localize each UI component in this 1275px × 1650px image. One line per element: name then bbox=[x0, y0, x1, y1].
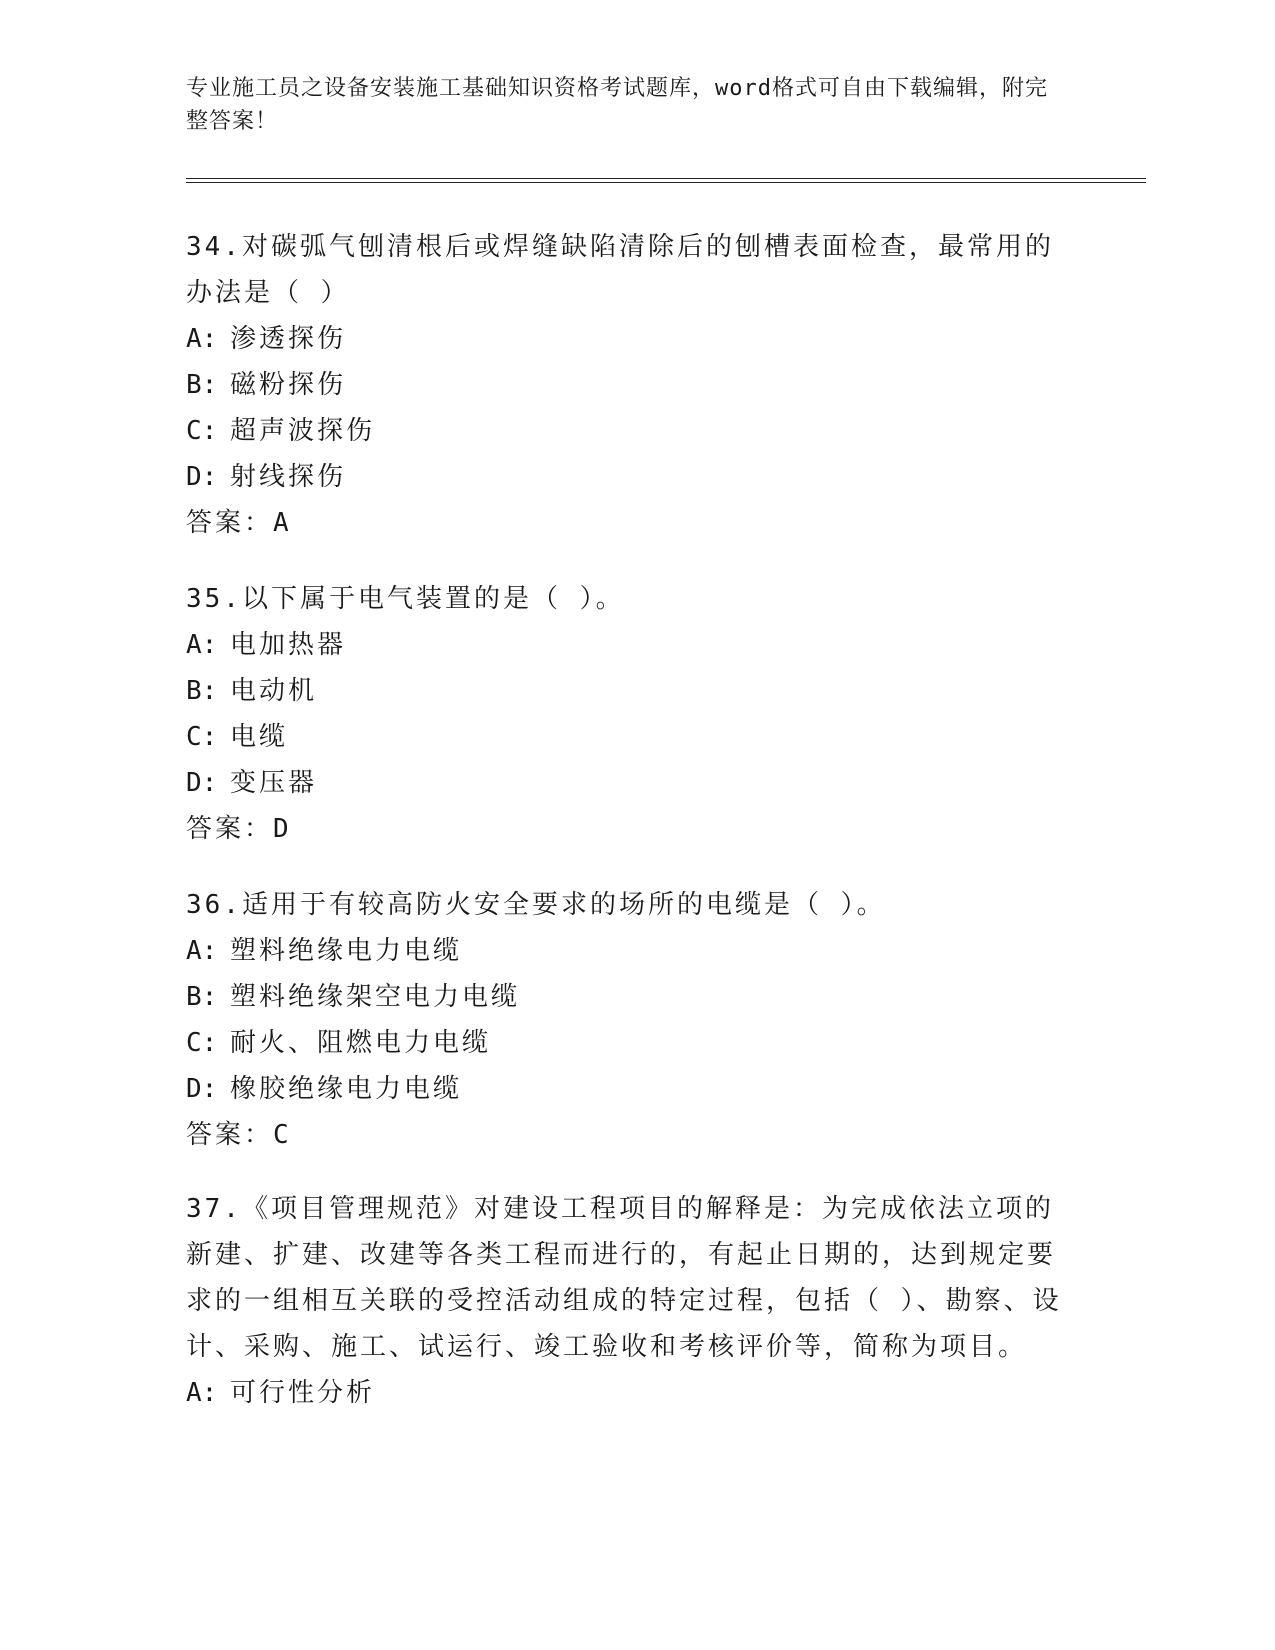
option-text: 渗透探伤 bbox=[230, 324, 347, 354]
question-stem: 34.对碳弧气刨清根后或焊缝缺陷清除后的刨槽表面检查，最常用的办法是（ ） bbox=[186, 232, 1054, 308]
option-key: D: bbox=[186, 1074, 218, 1104]
option-b bbox=[186, 362, 1066, 408]
option-text: 橡胶绝缘电力电缆 bbox=[230, 1074, 463, 1104]
option-key: A: bbox=[186, 1378, 218, 1408]
option-key: B: bbox=[186, 676, 218, 706]
option-a bbox=[186, 316, 1066, 362]
answer-line: 答案：C bbox=[186, 1120, 292, 1150]
option-b bbox=[186, 668, 1066, 714]
question-35 bbox=[186, 576, 1066, 852]
option-key: C: bbox=[186, 416, 218, 446]
option-text: 电加热器 bbox=[230, 630, 347, 660]
header-text: 专业施工员之设备安装施工基础知识资格考试题库，word格式可自由下载编辑，附完整答案！ bbox=[186, 76, 1048, 134]
option-text: 电动机 bbox=[230, 676, 318, 706]
header-divider bbox=[186, 178, 1146, 183]
option-key: A: bbox=[186, 324, 218, 354]
question-36 bbox=[186, 882, 1066, 1158]
option-c bbox=[186, 714, 1066, 760]
question-stem: 35.以下属于电气装置的是（ ）。 bbox=[186, 584, 625, 614]
option-text: 磁粉探伤 bbox=[230, 370, 347, 400]
option-key: C: bbox=[186, 1028, 218, 1058]
option-d bbox=[186, 454, 1066, 500]
option-a bbox=[186, 928, 1066, 974]
question-34 bbox=[186, 224, 1066, 546]
option-text: 耐火、阻燃电力电缆 bbox=[230, 1028, 492, 1058]
option-text: 变压器 bbox=[230, 768, 318, 798]
option-key: B: bbox=[186, 982, 218, 1012]
question-stem: 36.适用于有较高防火安全要求的场所的电缆是（ ）。 bbox=[186, 890, 886, 920]
answer-line: 答案：D bbox=[186, 814, 292, 844]
option-d bbox=[186, 760, 1066, 806]
option-key: B: bbox=[186, 370, 218, 400]
question-37 bbox=[186, 1186, 1066, 1416]
option-key: D: bbox=[186, 768, 218, 798]
option-text: 可行性分析 bbox=[230, 1378, 376, 1408]
option-key: C: bbox=[186, 722, 218, 752]
option-a bbox=[186, 622, 1066, 668]
question-stem: 37.《项目管理规范》对建设工程项目的解释是：为完成依法立项的新建、扩建、改建等各类工程而进行的，有起止日期的，达到规定要求的一组相互关联的受控活动组成的特定过程，包括（ ）、勘察、设计、采购、施工、试运行、竣工验收和考核评价等，简称为项目。 bbox=[186, 1194, 1062, 1362]
option-key: D: bbox=[186, 462, 218, 492]
option-a bbox=[186, 1370, 1066, 1416]
option-text: 超声波探伤 bbox=[230, 416, 376, 446]
option-text: 塑料绝缘电力电缆 bbox=[230, 936, 463, 966]
option-key: A: bbox=[186, 936, 218, 966]
option-b bbox=[186, 974, 1066, 1020]
option-d bbox=[186, 1066, 1066, 1112]
document-header bbox=[186, 72, 1066, 138]
option-key: A: bbox=[186, 630, 218, 660]
answer-line: 答案：A bbox=[186, 508, 292, 538]
option-text: 塑料绝缘架空电力电缆 bbox=[230, 982, 521, 1012]
option-text: 电缆 bbox=[230, 722, 289, 752]
option-c bbox=[186, 1020, 1066, 1066]
option-text: 射线探伤 bbox=[230, 462, 347, 492]
option-c bbox=[186, 408, 1066, 454]
